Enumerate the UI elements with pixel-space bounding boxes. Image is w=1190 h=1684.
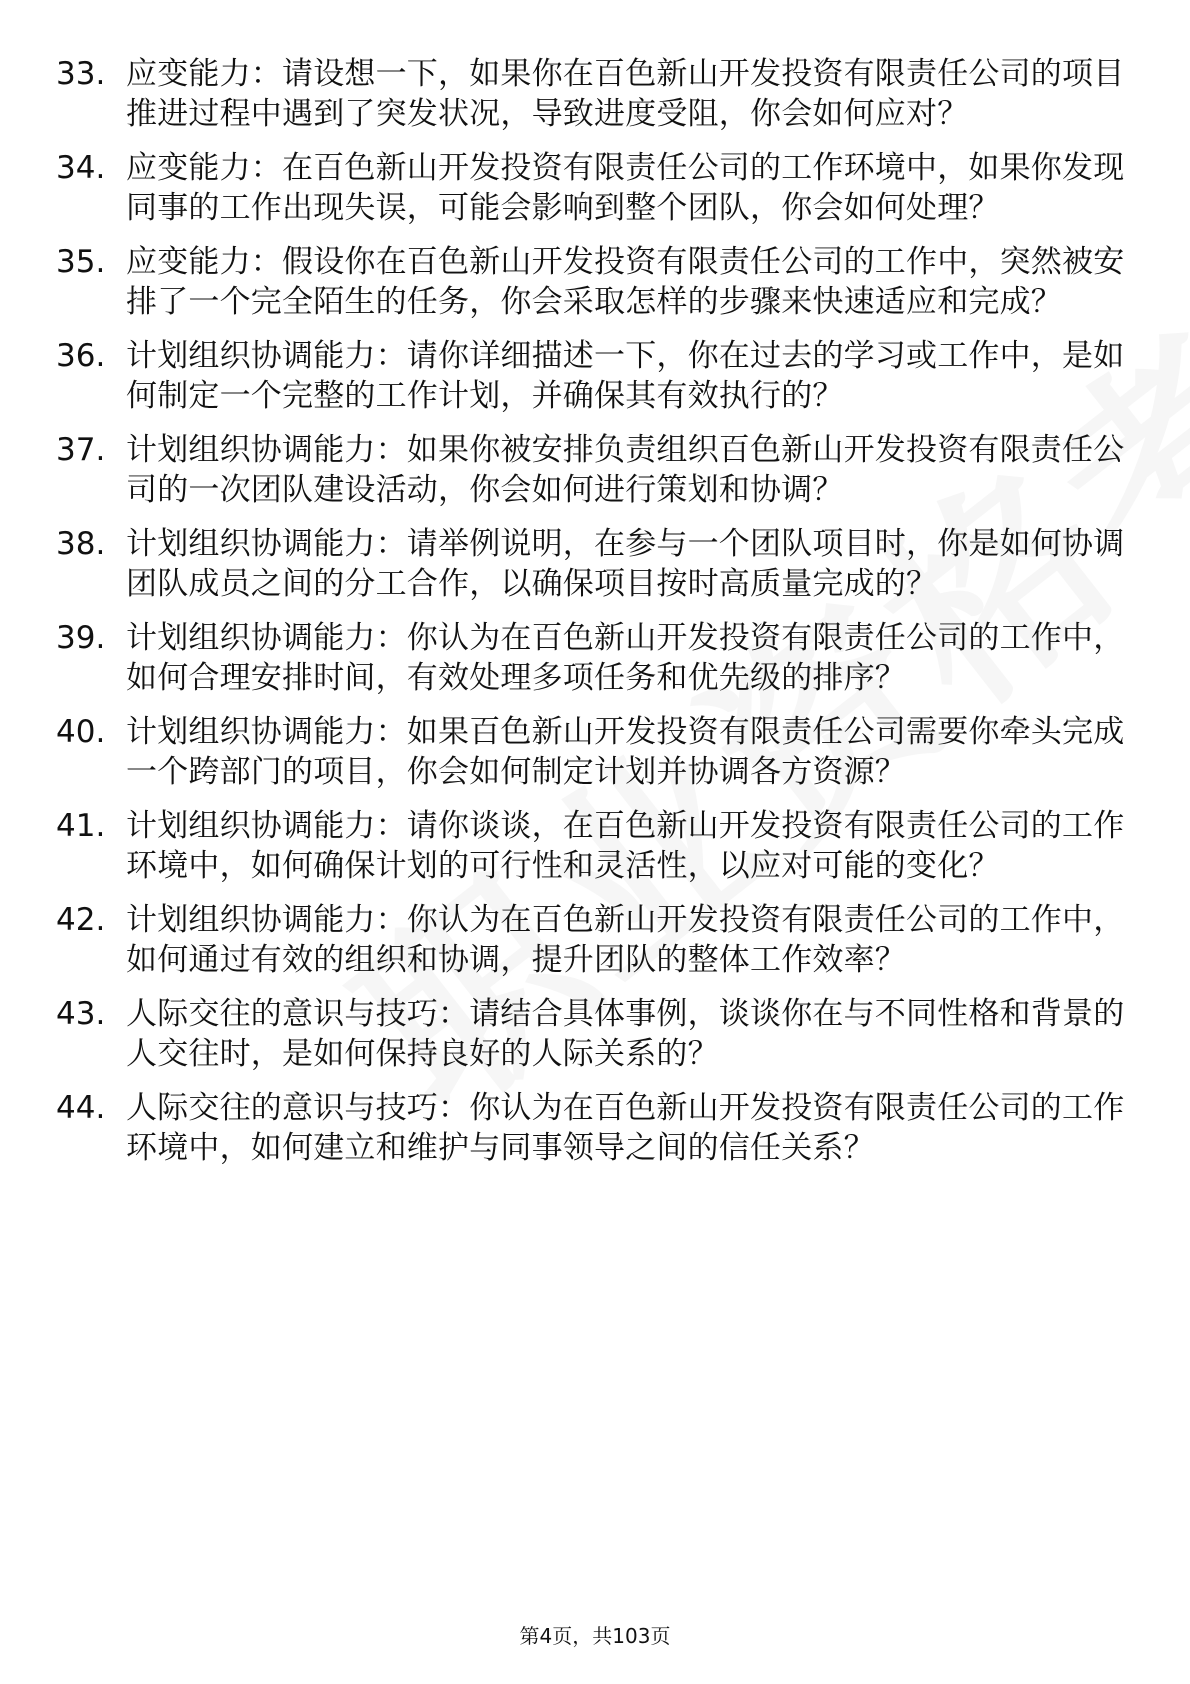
question-text: 计划组织协调能力：请你详细描述一下，你在过去的学习或工作中，是如何制定一个完整的工作计划，并确保其有效执行的？ xyxy=(126,338,1125,414)
list-item xyxy=(56,54,1136,134)
page-footer: 第4页，共103页 xyxy=(519,1624,671,1648)
question-number: 35. xyxy=(56,244,106,280)
question-text: 计划组织协调能力：你认为在百色新山开发投资有限责任公司的工作中，如何合理安排时间，有效处理多项任务和优先级的排序？ xyxy=(126,620,1125,696)
list-item xyxy=(56,712,1136,792)
question-number: 42. xyxy=(56,902,106,938)
list-item xyxy=(56,524,1136,604)
list-item xyxy=(56,148,1136,228)
question-number: 37. xyxy=(56,432,106,468)
list-item xyxy=(56,242,1136,322)
list-item xyxy=(56,336,1136,416)
question-list xyxy=(56,54,1136,1182)
question-text: 应变能力：请设想一下，如果你在百色新山开发投资有限责任公司的项目推进过程中遇到了突发状况，导致进度受阻，你会如何应对？ xyxy=(126,56,1125,132)
question-text: 人际交往的意识与技巧：请结合具体事例，谈谈你在与不同性格和背景的人交往时，是如何保持良好的人际关系的？ xyxy=(126,996,1125,1072)
question-text: 应变能力：假设你在百色新山开发投资有限责任公司的工作中，突然被安排了一个完全陌生的任务，你会采取怎样的步骤来快速适应和完成？ xyxy=(126,244,1125,320)
question-text: 计划组织协调能力：请举例说明，在参与一个团队项目时，你是如何协调团队成员之间的分工合作，以确保项目按时高质量完成的？ xyxy=(126,526,1125,602)
question-text: 应变能力：在百色新山开发投资有限责任公司的工作环境中，如果你发现同事的工作出现失误，可能会影响到整个团队，你会如何处理？ xyxy=(126,150,1125,226)
list-item xyxy=(56,806,1136,886)
question-number: 41. xyxy=(56,808,106,844)
question-number: 44. xyxy=(56,1090,106,1126)
question-text: 人际交往的意识与技巧：你认为在百色新山开发投资有限责任公司的工作环境中，如何建立和维护与同事领导之间的信任关系？ xyxy=(126,1090,1125,1166)
question-text: 计划组织协调能力：你认为在百色新山开发投资有限责任公司的工作中，如何通过有效的组织和协调，提升团队的整体工作效率？ xyxy=(126,902,1125,978)
question-number: 38. xyxy=(56,526,106,562)
list-item xyxy=(56,1088,1136,1168)
list-item xyxy=(56,994,1136,1074)
question-number: 40. xyxy=(56,714,106,750)
question-number: 34. xyxy=(56,150,106,186)
question-text: 计划组织协调能力：如果百色新山开发投资有限责任公司需要你牵头完成一个跨部门的项目，你会如何制定计划并协调各方资源？ xyxy=(126,714,1125,790)
list-item xyxy=(56,430,1136,510)
list-item xyxy=(56,900,1136,980)
question-text: 计划组织协调能力：请你谈谈，在百色新山开发投资有限责任公司的工作环境中，如何确保计划的可行性和灵活性，以应对可能的变化？ xyxy=(126,808,1125,884)
list-item xyxy=(56,618,1136,698)
question-number: 36. xyxy=(56,338,106,374)
question-text: 计划组织协调能力：如果你被安排负责组织百色新山开发投资有限责任公司的一次团队建设活动，你会如何进行策划和协调？ xyxy=(126,432,1125,508)
question-number: 39. xyxy=(56,620,106,656)
question-number: 33. xyxy=(56,56,106,92)
question-number: 43. xyxy=(56,996,106,1032)
